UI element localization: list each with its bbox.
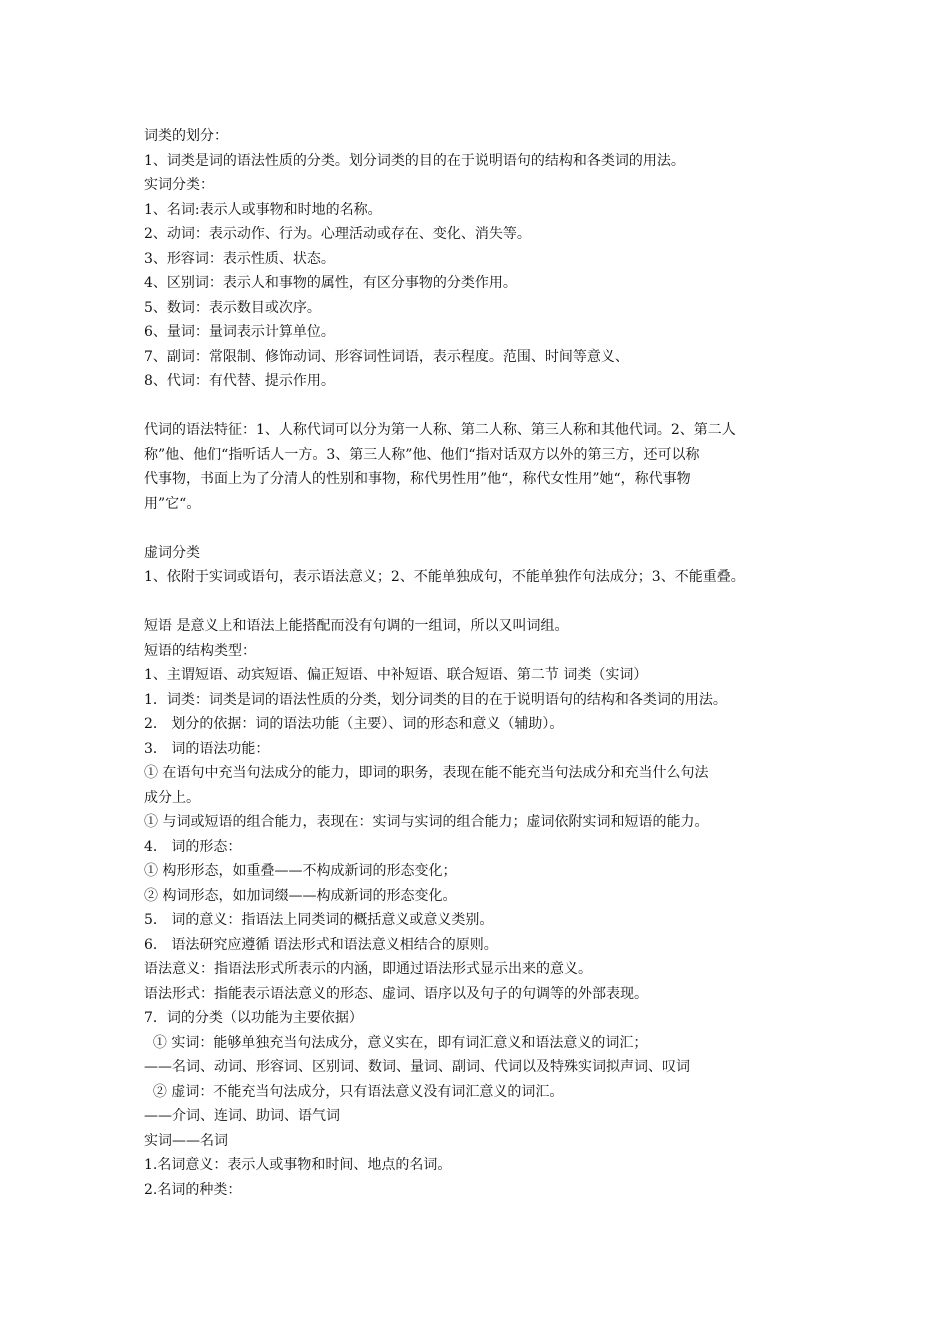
phrase-line: 2． 划分的依据：词的语法功能（主要）、词的形态和意义（辅助）。 <box>144 716 564 732</box>
phrase-line: 2.名词的种类： <box>144 1181 242 1198</box>
phrase-line: ② 构词形态，如加词缀——构成新词的形态变化。 <box>144 887 457 904</box>
phrase-line: 3． 词的语法功能： <box>144 740 270 757</box>
list-item: 2、动词：表示动作、行为。心理活动或存在、变化、消失等。 <box>144 226 531 242</box>
list-item: 4、区别词：表示人和事物的属性，有区分事物的分类作用。 <box>144 275 517 291</box>
phrase-line: 5． 词的意义：指语法上同类词的概括意义或意义类别。 <box>144 912 494 928</box>
blank-line <box>144 590 824 615</box>
phrase-line: ① 构形形态，如重叠——不构成新词的形态变化； <box>144 863 457 879</box>
subheading-content-words: 实词分类： <box>144 177 214 193</box>
phrase-line: 实词——名词 <box>144 1132 228 1149</box>
phrase-line: 短语的结构类型： <box>144 642 256 659</box>
phrase-line: ——名词、动词、形容词、区别词、数词、量词、副词、代词以及特殊实词拟声词、叹词 <box>144 1059 690 1075</box>
phrase-line: ② 虚词：不能充当句法成分，只有语法意义没有词汇意义的词汇。 <box>144 1083 564 1100</box>
document-body <box>144 124 824 1202</box>
pronoun-paragraph-line: 代事物，书面上为了分清人的性别和事物，称代男性用”他“，称代女性用”她“，称代事物 <box>144 471 691 487</box>
list-item: 1、名词:表示人或事物和时地的名称。 <box>144 201 382 218</box>
phrase-line: 6． 语法研究应遵循 语法形式和语法意义相结合的原则。 <box>144 936 498 953</box>
phrase-line: 语法意义：指语法形式所表示的内涵，即通过语法形式显示出来的意义。 <box>144 961 592 977</box>
list-item: 5、数词：表示数目或次序。 <box>144 299 321 316</box>
phrase-line: 1．词类：词类是词的语法性质的分类，划分词类的目的在于说明语句的结构和各类词的用法。 <box>144 691 727 708</box>
phrase-line: 4． 词的形态： <box>144 838 242 855</box>
phrase-line: ① 实词：能够单独充当句法成分，意义实在，即有词汇意义和语法意义的词汇； <box>144 1034 648 1051</box>
list-item: 3、形容词：表示性质、状态。 <box>144 250 335 267</box>
pronoun-paragraph-line: 用”它“。 <box>144 495 201 512</box>
paragraph-line: 1、词类是词的语法性质的分类。划分词类的目的在于说明语句的结构和各类词的用法。 <box>144 152 685 169</box>
pronoun-paragraph-line: 称”他、他们“指听话人一方。3、第三人称”他、他们“指对话双方以外的第三方，还可以称 <box>144 446 700 463</box>
pronoun-paragraph-line: 代词的语法特征：1、人称代词可以分为第一人称、第二人称、第三人称和其他代词。2、第二人 <box>144 422 736 438</box>
function-words-line: 1、依附于实词或语句，表示语法意义；2、不能单独成句，不能单独作句法成分；3、不能重叠。 <box>144 569 745 585</box>
list-item: 6、量词：量词表示计算单位。 <box>144 324 335 340</box>
phrase-line: 语法形式：指能表示语法意义的形态、虚词、语序以及句子的句调等的外部表现。 <box>144 985 648 1002</box>
phrase-line: 1.名词意义：表示人或事物和时间、地点的名词。 <box>144 1157 452 1173</box>
phrase-line: ① 在语句中充当句法成分的能力，即词的职务，表现在能不能充当句法成分和充当什么句法 <box>144 765 709 781</box>
phrase-line: ① 与词或短语的组合能力，表现在：实词与实词的组合能力；虚词依附实词和短语的能力。 <box>144 814 709 830</box>
list-item: 8、代词：有代替、提示作用。 <box>144 373 335 389</box>
function-words-heading: 虚词分类 <box>144 544 200 561</box>
phrase-line: 短语 是意义上和语法上能搭配而没有句调的一组词，所以又叫词组。 <box>144 618 569 634</box>
list-item: 7、副词：常限制、修饰动词、形容词性词语，表示程度。范围、时间等意义、 <box>144 348 629 365</box>
phrase-line: 7．词的分类（以功能为主要依据） <box>144 1010 363 1026</box>
section-heading-word-class: 词类的划分： <box>144 128 228 144</box>
phrase-line: 1、主谓短语、动宾短语、偏正短语、中补短语、联合短语、第二节 词类（实词） <box>144 667 648 683</box>
blank-line <box>144 516 824 541</box>
blank-line <box>144 394 824 419</box>
phrase-line: 成分上。 <box>144 789 200 806</box>
phrase-line: ——介词、连词、助词、语气词 <box>144 1108 340 1124</box>
